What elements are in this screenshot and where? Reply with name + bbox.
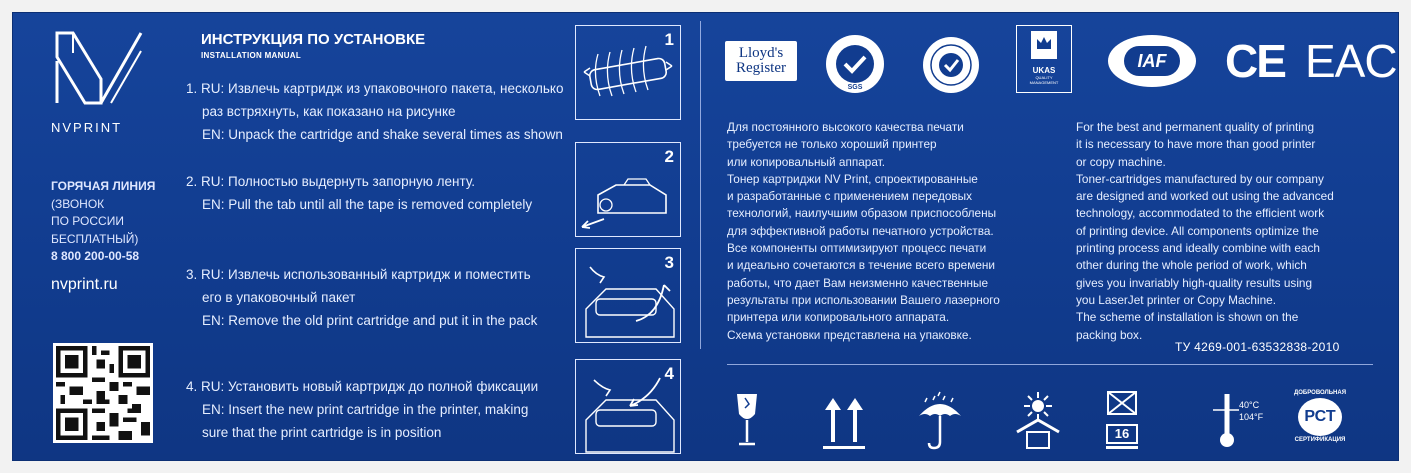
ru-description <box>727 119 1000 344</box>
en-line: it is necessary to have more than good printer <box>1076 137 1316 152</box>
en-line: Toner-cartridges manufactured by our company <box>1076 171 1324 186</box>
ru-line: или копировальный аппарат. <box>727 154 886 169</box>
en-description <box>1076 119 1334 344</box>
ukas-quality: QUALITY <box>1035 75 1053 80</box>
temp-celsius: 40°C <box>1239 400 1260 410</box>
step-line: EN: Unpack the cartridge and shake several times as shown <box>202 127 563 142</box>
lloyds-line: Register <box>736 60 786 76</box>
vertical-divider <box>700 21 701 349</box>
thermometer-icon <box>1209 390 1239 452</box>
ru-line: для эффективной работы печатного устройства. <box>727 223 994 238</box>
step-line: 3. RU: Извлечь использованный картридж и поместить <box>186 267 531 282</box>
en-line: gives you invariably high-quality results using <box>1076 275 1313 290</box>
ukas-management: MANAGEMENT <box>1029 80 1059 85</box>
en-line: or copy machine. <box>1076 154 1166 169</box>
step-2-illustration <box>575 142 681 237</box>
manual-subtitle: INSTALLATION MANUAL <box>201 51 302 60</box>
ru-line: и разработанные с применением передовых <box>727 189 973 204</box>
ru-line: Тонер картриджи NV Print, спроектированные <box>727 171 978 186</box>
ukas-text: UKAS <box>1032 66 1056 75</box>
step-3-text <box>186 263 537 332</box>
packaging-panel <box>12 12 1399 461</box>
rst-top-text: ДОБРОВОЛЬНАЯ <box>1293 390 1347 396</box>
ru-line: Схема установки представлена на упаковке. <box>727 327 972 342</box>
stack-limit-number: 16 <box>1106 424 1138 444</box>
horizontal-divider <box>727 364 1373 365</box>
stack-box-icon <box>1106 390 1138 416</box>
eac-mark: EAC <box>1305 35 1397 87</box>
en-line: printing process and ideally combine with each <box>1076 241 1320 256</box>
step-number: 1 <box>664 30 674 49</box>
iaf-text: IAF <box>1124 46 1180 76</box>
ru-line: технологий, наилучшим образом приспособлены <box>727 206 997 221</box>
step-line: 1. RU: Извлечь картридж из упаковочного пакета, несколько <box>186 81 564 96</box>
ru-line: и идеально сочетаются в течение всего времени <box>727 258 996 273</box>
step-line: его в упаковочный пакет <box>202 290 356 305</box>
iaf-logo <box>1108 35 1196 87</box>
en-line: other during the whole period of work, which <box>1076 258 1307 273</box>
en-line: The scheme of installation is shown on the <box>1076 310 1299 325</box>
en-line: technology, accommodated to the efficient work <box>1076 206 1325 221</box>
step-1-text <box>186 77 564 146</box>
temperature-limit-icon <box>1209 390 1269 452</box>
sgs-text: SGS <box>847 84 863 91</box>
website-url: nvprint.ru <box>51 276 118 293</box>
ru-line: результаты при использовании Вашего лазерного <box>727 292 1000 307</box>
step-line: sure that the print cartridge is in position <box>202 425 442 440</box>
stacking-limit-icon <box>1105 390 1139 452</box>
ru-line: Для постоянного высокого качества печати <box>727 120 964 134</box>
en-line: packing box. <box>1076 327 1143 342</box>
ce-mark: CE <box>1225 35 1285 87</box>
hotline-line: БЕСПЛАТНЫЙ) <box>51 231 139 246</box>
nv-print-logo <box>53 31 145 105</box>
manual-title: ИНСТРУКЦИЯ ПО УСТАНОВКЕ <box>201 31 426 48</box>
step-line: 4. RU: Установить новый картридж до полной фиксации <box>186 379 539 394</box>
qr-code <box>53 343 153 443</box>
gost-certificate-logo <box>921 35 981 95</box>
rst-certification-mark <box>1285 390 1355 452</box>
hotline-block <box>51 178 155 266</box>
this-way-up-icon <box>821 390 867 452</box>
lloyds-register-logo <box>725 41 797 81</box>
en-line: For the best and permanent quality of printing <box>1076 120 1315 134</box>
ru-line: требуется не только хороший принтер <box>727 137 937 152</box>
sgs-iso-logo <box>821 33 889 95</box>
hotline-line: (ЗВОНОК <box>51 196 105 211</box>
keep-away-from-heat-icon <box>1009 390 1067 452</box>
ru-line: принтера или копировального аппарата. <box>727 310 950 325</box>
step-4-illustration <box>575 359 681 454</box>
rst-bottom-text: СЕРТИФИКАЦИЯ <box>1294 437 1346 443</box>
brand-name: NVPRINT <box>51 120 123 135</box>
temp-fahrenheit: 104°F <box>1239 412 1264 422</box>
ukas-logo <box>1016 25 1072 93</box>
hotline-line: ПО РОССИИ <box>51 214 124 228</box>
en-line: you LaserJet printer or Copy Machine. <box>1076 292 1276 307</box>
fragile-glass-icon <box>731 390 763 452</box>
ru-line: Все компоненты оптимизируют процесс печати <box>727 241 987 256</box>
step-line: раз встряхнуть, как показано на рисунке <box>202 104 456 119</box>
step-1-illustration <box>575 25 681 120</box>
step-line: EN: Insert the new print cartridge in the printer, making <box>202 402 529 417</box>
en-line: are designed and worked out using the advanced <box>1076 189 1334 204</box>
step-3-illustration <box>575 248 681 343</box>
keep-dry-umbrella-icon <box>915 390 965 452</box>
hotline-phone: 8 800 200-00-58 <box>51 249 140 263</box>
step-number: 3 <box>664 253 674 272</box>
ru-line: работы, что дает Вам неизменно качественные <box>727 275 989 290</box>
step-number: 2 <box>664 147 674 166</box>
step-line: EN: Pull the tab until all the tape is removed completely <box>202 197 533 212</box>
step-4-text <box>186 375 538 444</box>
step-line: 2. RU: Полностью выдернуть запорную ленту. <box>186 174 475 189</box>
step-2-text <box>186 170 532 216</box>
step-number: 4 <box>664 364 674 383</box>
rst-logo: РСТ <box>1298 398 1342 436</box>
lloyds-line: Lloyd's <box>738 45 784 61</box>
crown-icon <box>1029 29 1059 61</box>
hotline-line: ГОРЯЧАЯ ЛИНИЯ <box>51 179 156 193</box>
en-line: of printing device. All components optimize the <box>1076 223 1319 238</box>
technical-spec-code: ТУ 4269-001-63532838-2010 <box>1175 340 1340 354</box>
step-line: EN: Remove the old print cartridge and put it in the pack <box>202 313 538 328</box>
